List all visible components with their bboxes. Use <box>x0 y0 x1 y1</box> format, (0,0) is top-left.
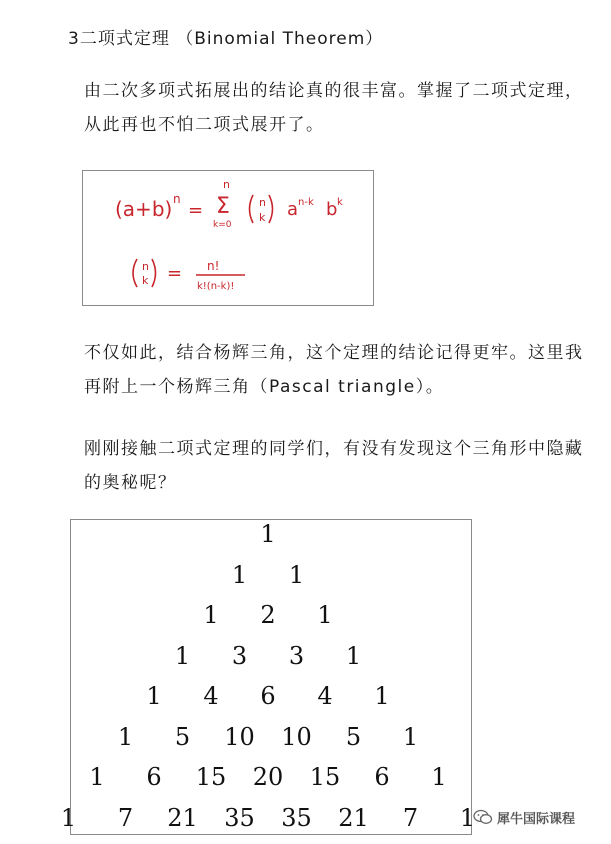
paragraph-question: 刚刚接触二项式定理的同学们，有没有发现这个三角形中隐藏的奥秘呢？ <box>84 439 584 493</box>
pascal-number: 1 <box>459 803 476 832</box>
pascal-number: 1 <box>317 601 333 629</box>
term-b-exponent: k <box>337 197 343 208</box>
pascal-triangle-image <box>60 519 476 835</box>
term-b: b <box>326 199 338 220</box>
pascal-number: 3 <box>288 641 305 670</box>
pascal-number: 7 <box>117 803 134 832</box>
pascal-row <box>71 763 471 803</box>
binom-bottom: k <box>259 211 266 224</box>
pascal-number: 6 <box>374 763 390 791</box>
term-a-exponent: n-k <box>298 197 314 208</box>
formula-lhs-exponent: n <box>173 192 181 206</box>
pascal-number: 3 <box>231 641 248 670</box>
pascal-number: 15 <box>309 763 341 791</box>
formula-lhs: (a+b) <box>115 197 173 221</box>
pascal-number: 5 <box>345 722 362 751</box>
binom-top: n <box>259 196 266 209</box>
pascal-number: 21 <box>338 803 369 832</box>
pascal-number: 35 <box>224 803 255 832</box>
pascal-number: 1 <box>203 601 219 629</box>
pascal-number: 1 <box>345 641 362 670</box>
pascal-number: 35 <box>281 803 312 832</box>
pascal-number: 6 <box>146 763 162 791</box>
pascal-number: 20 <box>252 763 284 791</box>
pascal-number: 1 <box>117 722 134 751</box>
pascal-number: 2 <box>260 601 276 629</box>
pascal-number: 15 <box>195 763 227 791</box>
pascal-number: 1 <box>146 682 162 710</box>
def-right-paren <box>152 259 156 287</box>
wechat-icon <box>473 809 493 825</box>
pascal-number: 1 <box>89 763 105 791</box>
sum-symbol: Σ <box>216 194 230 219</box>
pascal-row <box>71 520 471 560</box>
pascal-number: 10 <box>224 722 255 751</box>
term-a: a <box>287 199 299 220</box>
pascal-number: 1 <box>374 682 390 710</box>
pascal-row <box>71 723 471 763</box>
sum-upper-limit: n <box>223 178 230 191</box>
pascal-row <box>71 601 471 641</box>
pascal-number: 4 <box>317 682 333 710</box>
pascal-row <box>60 803 476 844</box>
formula-svg <box>83 171 375 307</box>
formula-equals: = <box>188 200 204 221</box>
binom-right-paren <box>269 195 273 223</box>
pascal-number: 1 <box>402 722 419 751</box>
sum-lower-limit: k=0 <box>213 220 232 230</box>
pascal-number: 21 <box>167 803 198 832</box>
section-heading: 3二项式定理 （Binomial Theorem） <box>68 29 384 49</box>
binomial-formula-image <box>82 170 374 306</box>
def-binom-bottom: k <box>142 274 149 287</box>
def-equals: = <box>167 263 183 284</box>
pascal-number: 6 <box>260 682 276 710</box>
fraction-denominator: k!(n-k)! <box>197 281 235 292</box>
paragraph-intro: 由二次多项式拓展出的结论真的很丰富。掌握了二项式定理，从此再也不怕二项式展开了。 <box>84 81 584 135</box>
pascal-number: 1 <box>288 560 305 589</box>
pascal-number: 10 <box>281 722 312 751</box>
paragraph-pascal: 不仅如此，结合杨辉三角，这个定理的结论记得更牢。这里我再附上一个杨辉三角（Pascal triangle）。 <box>84 343 584 397</box>
pascal-number: 1 <box>260 520 276 548</box>
pascal-row <box>71 561 471 601</box>
def-binom-top: n <box>142 260 149 273</box>
pascal-number: 1 <box>60 803 77 832</box>
watermark <box>473 806 575 828</box>
pascal-number: 1 <box>231 560 248 589</box>
binom-left-paren <box>250 195 254 223</box>
watermark-text: 犀牛国际课程 <box>497 811 576 827</box>
pascal-row <box>71 682 471 722</box>
pascal-number: 7 <box>402 803 419 832</box>
pascal-number: 1 <box>174 641 191 670</box>
pascal-row <box>71 642 471 682</box>
pascal-number: 1 <box>431 763 447 791</box>
pascal-number: 4 <box>203 682 219 710</box>
def-left-paren <box>133 259 137 287</box>
pascal-number: 5 <box>174 722 191 751</box>
fraction-numerator: n! <box>207 259 220 273</box>
